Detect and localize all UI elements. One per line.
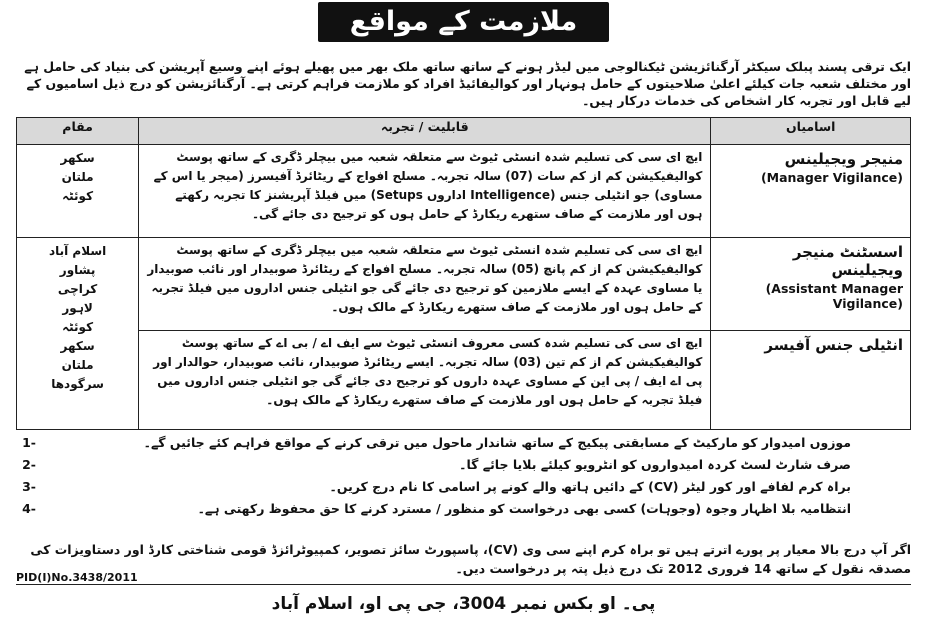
- location-item: ملتان: [61, 358, 94, 372]
- ad-title: ملازمت کے مواقع: [318, 2, 609, 42]
- table-row: [17, 238, 911, 331]
- footer-address: پی۔ او بکس نمبر 3004، جی پی او، اسلام آباد: [271, 594, 656, 614]
- location-item: کوئٹہ: [62, 189, 94, 203]
- list-item: [16, 498, 911, 520]
- header-post: اسامیاں: [711, 118, 911, 145]
- qualification-cell: ایچ ای سی کی تسلیم شدہ کسی معروف انسٹی ٹیوٹ سے ایف اے / بی اے کے ساتھ پوسٹ کوالیفیکیشن کم از کم تین (03) سالہ تجربہ۔ ایسے ریٹائرڈ صوبیدار، نائب صوبیدار، حوالدار اور پی اے ایف / پی این کے مساوی عہدہ داروں کو ترجیح دی جائے گی جو انٹیلی جنس اداروں میں فیلڈ تجربہ کے حامل ہوں اور ملازمت کے صاف ستھرے ریکارڈ کے مالک ہوں۔: [139, 331, 711, 430]
- note-number: 1-: [22, 435, 36, 450]
- location-cell: [17, 238, 139, 430]
- location-item: کراچی: [57, 282, 98, 296]
- location-item: سکھر: [60, 151, 95, 165]
- note-text: موزوں امیدوار کو مارکیٹ کے مسابقتی پیکیج کے ساتھ شاندار ماحول میں ترقی کرنے کے مواقع فراہم کئے جائیں گے۔: [143, 435, 851, 450]
- location-item: سرگودھا: [51, 377, 104, 391]
- post-title-urdu: اسسٹنٹ منیجر ویجیلینس: [792, 243, 903, 279]
- post-cell: [711, 238, 911, 331]
- note-text: براہ کرم لفافے اور کور لیٹر (CV) کے دائیں ہاتھ والے کونے پر اسامی کا نام درج کریں۔: [329, 479, 851, 494]
- note-number: 2-: [22, 457, 36, 472]
- qualification-cell: ایچ ای سی کی تسلیم شدہ انسٹی ٹیوٹ سے متعلقہ شعبہ میں بیچلر ڈگری کے ساتھ پوسٹ کوالیفیکیشن کم از کم سات (07) سالہ تجربہ۔ مسلح افواج کے ریٹائرڈ آفیسرز (میجر یا اس کے مساوی) جو انٹیلی جنس (Intelligence اداروں Setups) میں فیلڈ آپریشنز کا تجربہ رکھتے ہوں اور ملازمت کے صاف ستھرے ریکارڈ کے حامل ہوں کو ترجیح دی جائے گی۔: [139, 145, 711, 238]
- location-item: ملتان: [61, 170, 94, 184]
- post-cell: [711, 331, 911, 430]
- table-row: [17, 331, 911, 430]
- notes-list: [16, 432, 911, 520]
- table-header-row: [17, 118, 911, 145]
- footer-divider: [16, 584, 911, 585]
- title-bar: [0, 0, 927, 44]
- note-number: 3-: [22, 479, 36, 494]
- location-item: سکھر: [60, 339, 95, 353]
- location-cell: [17, 145, 139, 238]
- note-text: صرف شارٹ لسٹ کردہ امیدواروں کو انٹرویو کیلئے بلایا جائے گا۔: [459, 457, 851, 472]
- table-row: [17, 145, 911, 238]
- note-number: 4-: [22, 501, 36, 516]
- post-cell: [711, 145, 911, 238]
- location-item: لاہور: [62, 301, 93, 315]
- location-item: پشاور: [59, 263, 96, 277]
- list-item: [16, 476, 911, 498]
- location-item: کوئٹہ: [62, 320, 94, 334]
- location-item: اسلام آباد: [48, 244, 107, 258]
- post-title-english: (Assistant Manager Vigilance): [765, 281, 903, 311]
- note-text: انتظامیہ بلا اظہار وجوہ (وجوہات) کسی بھی درخواست کو منظور / مسترد کرنے کا حق محفوظ رکھتی ہے۔: [197, 501, 851, 516]
- list-item: [16, 432, 911, 454]
- list-item: [16, 454, 911, 476]
- header-qualification: قابلیت / تجربہ: [139, 118, 711, 145]
- post-title-urdu: منیجر ویجیلینس: [784, 150, 903, 168]
- closing-paragraph: اگر آپ درج بالا معیار پر پورے اترتے ہیں تو براہ کرم اپنے سی وی (CV)، پاسپورٹ سائز تصویر، کمپیوٹرائزڈ قومی شناختی کارڈ اور دستاویزات کی مصدقہ نقول کے ساتھ 14 فروری 2012 تک درج ذیل پتہ پر درخواست دیں۔: [30, 542, 911, 576]
- post-title-english: (Manager Vigilance): [760, 170, 903, 185]
- post-title-urdu: انٹیلی جنس آفیسر: [764, 336, 903, 354]
- intro-paragraph: ایک ترقی پسند پبلک سیکٹر آرگنائزیشن ٹیکنالوجی میں لیڈر ہونے کے ساتھ ساتھ ملک بھر میں پھیلے ہوئے اپنے وسیع آپریشن کی بنیاد کی حامل ہے اور مختلف شعبہ جات کیلئے اعلیٰ صلاحیتوں کے حامل ہونہار اور کوالیفائیڈ افراد کو ملازمت فراہم کرتی ہے۔ آرگنائزیشن کو درج ذیل اسامیوں کے لیے قابل اور تجربہ کار اشخاص کی خدمات درکار ہیں۔: [24, 59, 911, 108]
- reference-number: PID(I)No.3438/2011: [16, 571, 138, 584]
- qualification-cell: ایچ ای سی کی تسلیم شدہ انسٹی ٹیوٹ سے متعلقہ شعبہ میں بیچلر ڈگری کے ساتھ پوسٹ کوالیفیکیشن کم از کم پانچ (05) سالہ تجربہ۔ مسلح افواج کے ریٹائرڈ صوبیدار اور نائب صوبیدار یا مساوی عہدہ کے ایسے ملازمین کو ترجیح دی جائے گی جو انٹیلی جنس اداروں میں فیلڈ تجربہ کے حامل ہوں اور ملازمت کے صاف ستھرے ریکارڈ کے مالک ہوں۔: [139, 238, 711, 331]
- header-location: مقام: [17, 118, 139, 145]
- vacancies-table: [16, 117, 911, 430]
